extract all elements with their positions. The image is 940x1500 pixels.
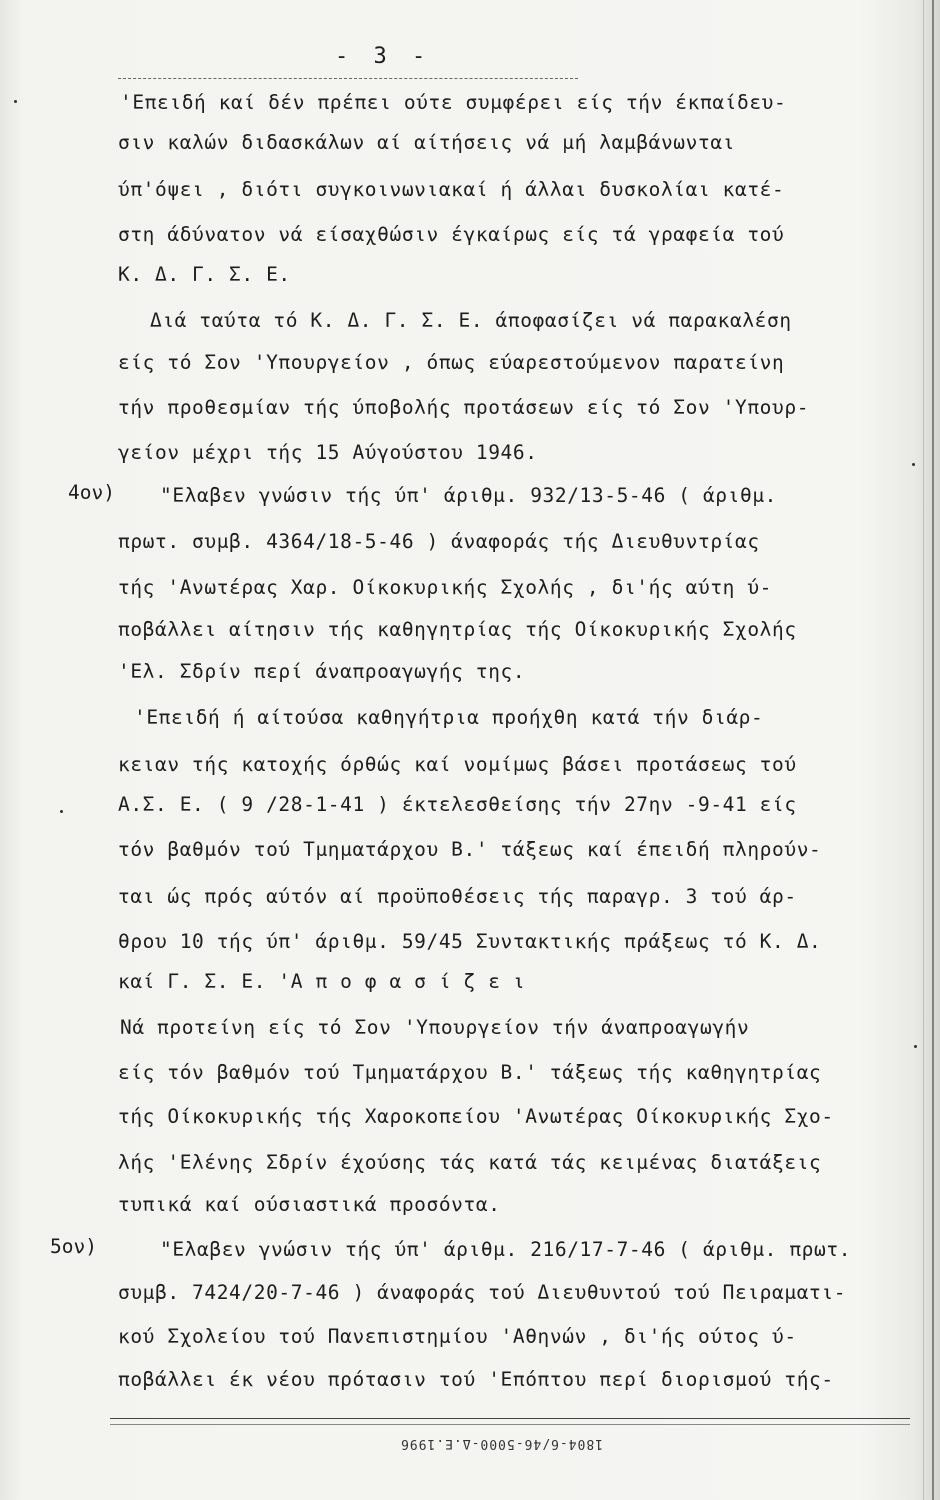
text-line: 'Ελ. Σδρίν περί άναπροαγωγής της. <box>118 660 526 683</box>
item-number-4: 4ον) <box>68 481 115 504</box>
printer-footer: 1804-6/46-5000-Δ.Ε.1996 <box>400 1436 604 1451</box>
text-line: τής Οίκοκυρικής τής Χαροκοπείου 'Ανωτέρας Οίκοκυρικής Σχο- <box>118 1105 834 1128</box>
text-line: τής 'Ανωτέρας Χαρ. Οίκοκυρικής Σχολής , δι'ής αύτη ύ- <box>118 576 773 599</box>
text-line: τήν προθεσμίαν τής ύποβολής προτάσεων είς τό Σον 'Υπουρ- <box>118 396 810 419</box>
top-rule <box>118 78 578 80</box>
text-line: "Ελαβεν γνώσιν τής ύπ' άριθμ. 932/13-5-46 ( άριθμ. <box>160 484 777 507</box>
text-line: κού Σχολείου τού Πανεπιστημίου 'Αθηνών , δι'ής ούτος ύ- <box>118 1325 797 1348</box>
text-line: Νά προτείνη είς τό Σον 'Υπουργείον τήν άναπροαγωγήν <box>120 1016 750 1039</box>
item-number-5: 5ον) <box>50 1235 97 1258</box>
text-line: λής 'Ελένης Σδρίν έχούσης τάς κατά τάς κειμένας διατάξεις <box>118 1151 822 1174</box>
margin-speck <box>914 1045 917 1048</box>
text-line: πρωτ. συμβ. 4364/18-5-46 ) άναφοράς τής Διευθυντρίας <box>118 530 760 553</box>
text-line: σιν καλών διδασκάλων αί αίτήσεις νά μή λαμβάνωνται <box>118 131 735 154</box>
text-line: ποβάλλει αίτησιν τής καθηγητρίας τής Οίκοκυρικής Σχολής <box>118 618 797 641</box>
text-line: "Ελαβεν γνώσιν τής ύπ' άριθμ. 216/17-7-46 ( άριθμ. πρωτ. <box>160 1238 852 1261</box>
margin-speck <box>912 463 915 466</box>
bottom-rule <box>110 1418 910 1419</box>
text-line: στη άδύνατον νά είσαχθώσιν έγκαίρως είς τά γραφεία τού <box>118 223 785 246</box>
margin-speck <box>14 100 17 103</box>
margin-speck <box>60 810 63 813</box>
text-line: τυπικά καί ούσιαστικά προσόντα. <box>118 1193 501 1216</box>
text-line: είς τό Σον 'Υπουργείον , όπως εύαρεστούμενον παρατείνη <box>118 351 785 374</box>
text-line: ύπ'όψει , διότι συγκοινωνιακαί ή άλλαι δυσκολίαι κατέ- <box>118 178 785 201</box>
text-line: τόν βαθμόν τού Τμηματάρχου Β.' τάξεως καί έπειδή πληρούν- <box>118 838 822 861</box>
text-line: ποβάλλει έκ νέου πρότασιν τού 'Επόπτου περί διορισμού τής- <box>118 1368 834 1391</box>
text-line: ται ώς πρός αύτόν αί προϋποθέσεις τής παραγρ. 3 τού άρ- <box>118 885 797 908</box>
bottom-rule-secondary <box>110 1424 910 1425</box>
text-line: γείον μέχρι τής 15 Αύγούστου 1946. <box>118 441 538 464</box>
page-number: - 3 - <box>335 44 432 69</box>
page-edge-line <box>923 0 924 1500</box>
text-line: είς τόν βαθμόν τού Τμηματάρχου Β.' τάξεως τής καθηγητρίας <box>118 1061 822 1084</box>
text-line: Α.Σ. Ε. ( 9 /28-1-41 ) έκτελεσθείσης τήν 27ην -9-41 είς <box>118 793 797 816</box>
text-line: κειαν τής κατοχής όρθώς καί νομίμως βάσει προτάσεως τού <box>118 753 797 776</box>
page-edge-shadow <box>932 0 934 1500</box>
text-line: Διά ταύτα τό Κ. Δ. Γ. Σ. Ε. άποφασίζει νά παρακαλέση <box>150 309 792 332</box>
text-line: καί Γ. Σ. Ε. 'Α π ο φ α σ ί ζ ε ι <box>118 970 526 993</box>
text-line: συμβ. 7424/20-7-46 ) άναφοράς τού Διευθυντού τού Πειραματι- <box>118 1281 847 1304</box>
text-line: θρου 10 τής ύπ' άριθμ. 59/45 Συντακτικής πράξεως τό Κ. Δ. <box>118 930 822 953</box>
text-line: 'Επειδή καί δέν πρέπει ούτε συμφέρει είς τήν έκπαίδευ- <box>120 91 787 114</box>
text-line: Κ. Δ. Γ. Σ. Ε. <box>118 263 291 286</box>
text-line: 'Επειδή ή αίτούσα καθηγήτρια προήχθη κατά τήν διάρ- <box>134 706 764 729</box>
